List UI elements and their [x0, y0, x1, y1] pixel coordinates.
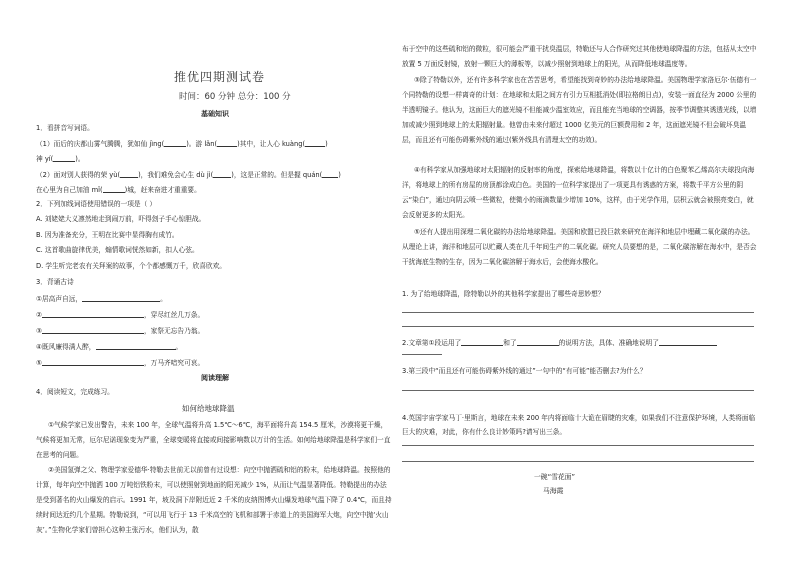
reading-heading: 阅读理解 — [201, 374, 229, 382]
paragraph-5: ⑤还有人提出用深埋二氧化碳的办法给地球降温。美国和欧盟已投巨款来研究在海洋和地层中埋藏二氧化碳的办法。从理论上讲，海洋和地层可以贮藏人类在几千年间生产的二氧化碳。研究人员要想的是，二氧化碳溶解在海水中，是否会干扰海底生物的生存，因为二氧化碳溶解于海水后，会使海水酸化。 — [402, 228, 757, 266]
answer-blank[interactable] — [517, 338, 559, 346]
reading-question-4: 4.英国宇宙学家马丁·里斯言，地球在未来 200 年内将面临十大诡在眉睫的灾难，如果我们不注意保护环境，人类将面临巨大的灾难，对此，你有什么良计妙策吗?请写出三条。 — [402, 414, 756, 436]
answer-blank[interactable] — [305, 139, 325, 147]
page-title: 推优四期测试卷 — [174, 70, 266, 84]
paragraph-1: ①气候学家已发出警告，未来 100 年，全球气温将升高 1.5℃～6℃，海平面将升高 154.5 厘米，沙漠将更干燥，气候将更加无常，厄尔尼诺现象变为严重，全球变暖将直接或间接影响数以万计的生活。如何给地球降温是科学家们一直在思考的问题。 — [36, 421, 391, 459]
option-d: D. 学生听完老农有关拜案的故事，个个都感慨万千，欣喜欣欢。 — [36, 262, 226, 270]
answer-line[interactable] — [402, 445, 754, 446]
answer-line[interactable] — [402, 461, 754, 462]
question-1-1: （1）而后的庆都山雾气腾腾，犹如仙 jìng( )。游 lǎn( )其中，让人心 kuàng( ) — [36, 140, 328, 148]
next-article-author: 马海霞 — [543, 487, 564, 495]
option-b: B. 因为准备充分，王明在比赛中显得胸有成竹。 — [36, 231, 179, 239]
paragraph-2: ②美国氢弹之父、物理学家爱德华·特勒去世前无以前曾有过设想：向空中抛洒硫和铝的粉末，给地球降温。按照他的计算，每年向空中抛洒 100 万吨铝铁粉末，可以使照射到地面的阳光减少 1%，从而让气温显著降低。特勒提出的办法是受到著名的火山爆发的启示。1991 年，坡及洞下岸附近近 2 千米的皮纳图博火山爆发地球气温下降了 0.4℃，而且持续时间达近约几个星期。特勒说到，“可以用飞行于 13 千米高空的飞机和部署于赤道上的美国海军大炮，向空中抛‘火山灰’。”生物化学家们曾担心这种主张污水，他们认为，散 — [36, 466, 392, 534]
answer-blank[interactable] — [42, 326, 144, 334]
poem-line-3: ③ ，家祭无忘告乃翁。 — [36, 327, 205, 335]
basic-heading: 基础知识 — [201, 110, 229, 118]
paragraph-2-cont: 布于空中的这些硫和铝的微粒，很可能会严重干扰臭温层，特勒还与人合作研究过其他使地球降温的方法，包括从太空中放置 5 万面反射镜，放射一颗巨大的薄板等，以减少照射到地球上的阳光，从而降低地球温度等。 — [402, 45, 757, 68]
answer-line[interactable] — [402, 354, 442, 355]
paragraph-4: ④有科学家从加强地球对太阳辐射的反射率的角度，探索给地球降温，将数以十亿计的白色聚苯乙烯高尔夫球投向海洋，将地球上的所有房屋的房顶都涂成白色。美国的一位科学家提出了一项更具有诱惑的方案，将数千平方公里的阴云“染白”，通过向阴云喷一些微粒，使微小的雨滴数量少增加 10%，这样，由于光学作用，层积云就会被照亮变白，就会反射更多的太阳光。 — [402, 166, 755, 219]
answer-blank[interactable] — [103, 185, 125, 193]
answer-blank[interactable] — [42, 310, 144, 318]
option-c: C. 这首歌曲旋律优美，煽情歌词恍然如新，扣人心弦。 — [36, 246, 199, 254]
paragraph-3: ③除了特勒以外，还有许多科学家也在苦苦思考，希望能找到奇妙的办法给地球降温。美国物理学家洛厄尔·伍德有一个同特勒的设想一样离奇的计划：在地球和太阳之间方有引力互相抵消处(即拉格朗日点)，安装一面直径为 2000 公里的半透明镜子。他认为，这面巨大的遮光镜不但能减少温室效应，而且能充当地球的空调器，按季节调整其诱透光线，以增加或减少照到地球上的太阳辐射量。他曾由未来付超过 1000 亿美元的巨额费用和 2 年，这面遮光镜不但会破坏臭温层，而且还有可能伤碍紫外线的通过(紫外线具有清理太空的功效)。 — [402, 76, 757, 144]
answer-blank[interactable] — [120, 170, 138, 178]
question-1-1-cont: 神 yí( )。 — [36, 155, 85, 163]
exam-meta: 时间：60 分钟 总分：100 分 — [179, 92, 291, 102]
answer-line[interactable] — [402, 312, 754, 313]
poem-line-4: ④既风廉得满人醉， 。 — [36, 343, 183, 351]
answer-blank[interactable] — [96, 342, 176, 350]
reading-question-3: 3.第三段中“而且还有可能伤碍紫外线的通过”一句中的“有可能”能否删去?为什么？ — [402, 367, 647, 375]
reading-question-1: 1. 为了给地球降温，除特勒以外的其他科学家提出了哪些奇思妙想？ — [402, 290, 605, 298]
reading-question-2: 2.文章第①段运用了 和了 的说明方法，具体、准确地说明了 — [402, 338, 717, 348]
answer-line[interactable] — [402, 326, 754, 327]
question-3: 3．背诵古诗 — [36, 278, 74, 286]
answer-blank[interactable] — [53, 154, 75, 162]
answer-blank[interactable] — [213, 170, 231, 178]
next-article-title: 一碗“雪花面” — [534, 473, 576, 481]
question-2: 2．下列加线词语使用错误的一项是（ ） — [36, 200, 157, 208]
answer-blank[interactable] — [217, 139, 237, 147]
poem-line-2: ② ，穿尽红丝几万条。 — [36, 311, 205, 319]
question-4: 4．阅读短文，完成练习。 — [36, 388, 114, 396]
answer-line[interactable] — [402, 390, 754, 391]
question-1-2: （2）面对别人获得的荣 yù( )，我们难免会心生 dù jì( )，这是正常的。但是握 quán( ) — [36, 171, 341, 179]
answer-blank[interactable] — [659, 338, 717, 346]
answer-blank[interactable] — [42, 358, 144, 366]
answer-blank[interactable] — [82, 294, 160, 302]
answer-blank[interactable] — [164, 139, 186, 147]
answer-blank[interactable] — [461, 338, 503, 346]
answer-blank[interactable] — [322, 170, 338, 178]
question-1-2-cont: 在心里为自己加油 mǐ( )城，赶来奋进才重重要。 — [36, 186, 201, 194]
poem-line-1: ①居高声自远， 。 — [36, 295, 167, 303]
article-title: 如何给地球降温 — [182, 404, 235, 413]
question-1: 1．看拼音写词语。 — [36, 124, 94, 132]
poem-line-5: ⑤ ，万马齐喑究可哀。 — [36, 359, 205, 367]
option-a: A. 刘姥姥大义凛然地走到闹万前，吓得刽子手心惊胆战。 — [36, 215, 206, 223]
